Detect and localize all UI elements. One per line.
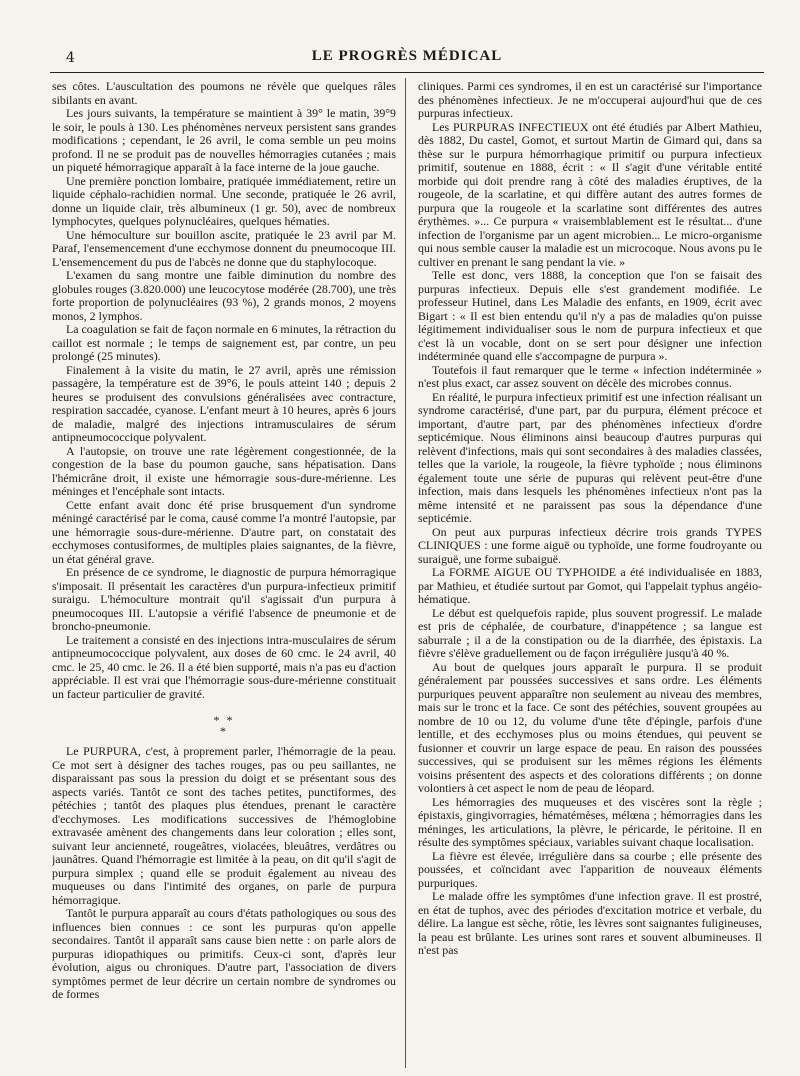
paragraph: Au bout de quelques jours apparaît le purpura. Il se produit généralement par poussées successives et sans ordre. Les éléments purpuriques peuvent apparaître non seulement au niveau des membres, mais sur le tronc et la face. Ce sont des pétéchies, souvent groupées au nombre de 10 ou 12, du volume d'une tête d'épingle, parfois d'une lentille, et des ecchymoses plus ou moins étendues, qui peuvent se fusionner et couvrir un large espace de peau. En raison des poussées successives, qui se produisent sur les mêmes régions les éléments voisins présentent des aspects et des colorations différents ; on donne volontiers à cet aspect le nom de peau de léopard.	[418, 659, 762, 795]
paragraph: En présence de ce syndrome, le diagnostic de purpura hémorragique s'imposait. Il présentait les caractères d'un purpura-infectieux primitif suraigu. L'hémoculture montrait qu'il s'agissait d'un purpura à pneumocoques III. L'autopsie a vérifié l'absence de pneumonie et de broncho-pneumonie.	[52, 565, 396, 633]
paragraph: Le malade offre les symptômes d'une infection grave. Il est prostré, en état de tuphos, avec des périodes d'excitation motrice et verbale, du délire. La langue est sèche, rôtie, les lèvres sont saignantes fuligineuses, la peau est brûlante. Les urines sont rares et souvent albumineuses. Il n'est pas	[418, 889, 762, 957]
column-divider	[405, 78, 406, 1068]
paragraph: Telle est donc, vers 1888, la conception que l'on se faisait des purpuras infectieux. Depuis elle s'est grandement modifiée. Le professeur Hutinel, dans Les Maladie des enfants, en 1909, écrit avec Bigart : « Il est bien entendu qu'il n'y a pas de maladies qu'on puisse légitimement individualiser sous le nom de purpura infectieux et que c'est là un vocable, dont on se sert pour désigner une infection indéterminée quand elle s'accompagne de purpura ».	[418, 268, 762, 363]
paragraph: Une première ponction lombaire, pratiquée immédiatement, retire un liquide céphalo-rachidien normal. Une seconde, pratiquée le 26 avril, donne un liquide clair, très albumineux (1 gr. 50), avec de nombreux lymphocytes, quelques polynucléaires, quelques hématies.	[52, 173, 396, 228]
paragraph: Tantôt le purpura apparaît au cours d'états pathologiques ou sous des influences bien connues : ce sont les purpuras qu'on appelle secondaires. Tantôt il apparaît sans cause bien nette : on parle alors de purpuras idiopathiques ou primitifs. Ceux-ci sont, d'après leur évolution, aigus ou chroniques. D'autre part, l'association de divers symptômes permet de leur décrire un certain nombre de syndromes ou de formes	[52, 906, 396, 1001]
paragraph: La fièvre est élevée, irrégulière dans sa courbe ; elle présente des poussées, et coïncidant avec l'apparition de nouveaux éléments purpuriques.	[418, 848, 762, 890]
paragraph: Le traitement a consisté en des injections intra-musculaires de sérum antipneumococcique polyvalent, aux doses de 60 cmc. le 24 avril, 40 cmc. le 25, 40 cmc. le 26. Il a été bien supporté, mais n'a pas eu d'action appréciable. Il est vrai que l'hémorragie sous-dure-mérienne constituait un facteur particulier de gravité.	[52, 632, 396, 701]
paragraph: Les PURPURAS INFECTIEUX ont été étudiés par Albert Mathieu, dès 1882, Du castel, Gomot, et surtout Martin de Gimard qui, dans sa thèse sur le purpura hémorrhagique primitif ou purpura infectieux primitif, soutenue en 1888, écrit : « Il s'agit d'une véritable entité morbide qui doit prendre rang à côté des maladies éruptives, de la rougeole, de la scarlatine, et qui diffère autant des autres formes de purpura que la rougeole et la scarlatine sont différentes des autres érythèmes. »... Ce purpura « vraisemblablement est le résultat... d'une infection de l'organisme par un agent microbien... Le micro-organisme qui nous semble causer la maladie est un microcoque. Nous avons pu le cultiver en prenant le sang pendant la vie. »	[418, 119, 762, 269]
paragraph: L'examen du sang montre une faible diminution du nombre des globules rouges (3.820.000) une leucocytose modérée (28.700), une très forte proportion de polynucléaires (93 %), 2 grands monos, 2 moyens monos, 2 lymphos.	[52, 268, 396, 323]
paragraph: Les jours suivants, la température se maintient à 39° le matin, 39°9 le soir, le pouls à 130. Les phénomènes nerveux persistent sans grandes modifications ; cependant, le 26 avril, le coma semble un peu moins profond. Il ne se produit pas de nouvelles hémorragies cutanées ; mais un piqueté hémorragique apparaît à la face interne de la joue gauche.	[52, 106, 396, 174]
paragraph: Les hémorragies des muqueuses et des viscères sont la règle ; épistaxis, gingivorragies, hématémèses, mélœna ; hémorragies dans les méninges, les articulations, la plèvre, le péricarde, le péritoine. Il en résulte des symptômes spéciaux, variables suivant chaque localisation.	[418, 794, 762, 849]
paragraph: En réalité, le purpura infectieux primitif est une infection réalisant un syndrome caractérisé, d'une part, par du purpura, élément précoce et important, d'autre part, par des phénomènes infectieux d'ordre septicémique. Nous éliminons ainsi beaucoup d'autres purpuras qui relèvent d'infections, mais qui sont secondaires à des maladies classées, telles que la variole, la rougeole, la fièvre typhoïde ; nous éliminons également toute une série de pupuras qui relèvent peut-être d'une infection, mais dans lesquels les phénomènes infectieux n'ont pas la même intensité et ne paraissent pas sous la dépendance d'une septicémie.	[418, 389, 762, 525]
paragraph: La coagulation se fait de façon normale en 6 minutes, la rétraction du caillot est normale ; le temps de saignement est, par contre, un peu prolongé (25 minutes).	[52, 322, 396, 363]
paragraph: A l'autopsie, on trouve une rate légèrement congestionnée, de la congestion de la base du poumon gauche, sans hépatisation. Dans l'hémicrâne droit, il existe une hémorragie sous-dure-mérienne. Les méninges et l'encéphale sont intacts.	[52, 443, 396, 498]
paragraph: On peut aux purpuras infectieux décrire trois grands TYPES CLINIQUES : une forme aiguë ou typhoïde, une forme foudroyante ou suraiguë, une forme subaiguë.	[418, 524, 762, 566]
paragraph: Finalement à la visite du matin, le 27 avril, après une rémission passagère, la température est de 39°6, le pouls atteint 140 ; depuis 2 heures se produisent des convulsions généralisées avec contracture, respiration saccadée, cyanose. L'enfant meurt à 10 heures, après 6 jours de maladie, malgré des injections intramusculaires de sérum antipneumococcique polyvalent.	[52, 362, 396, 444]
right-column	[418, 80, 762, 1065]
paragraph: Cette enfant avait donc été prise brusquement d'un syndrome méningé caractérisé par le coma, causé comme l'a montré l'autopsie, par une hémorragie sous-dure-mérienne. D'autre part, on constatait des ecchymoses contusiformes, de multiples plaies saignantes, de la fièvre, un état général grave.	[52, 497, 396, 566]
journal-title: LE PROGRÈS MÉDICAL	[311, 48, 503, 64]
paragraph: cliniques. Parmi ces syndromes, il en est un caractérisé sur l'importance des phénomènes infectieux. Je ne m'occuperai aujourd'hui que de ces purpuras infectieux.	[418, 80, 762, 120]
paragraph: ses côtes. L'auscultation des poumons ne révèle que quelques râles sibilants en avant.	[52, 80, 396, 107]
paragraph: Une hémoculture sur bouillon ascite, pratiquée le 23 avril par M. Paraf, l'ensemencement d'une ecchymose donnent du pneumocoque III. L'ensemencement du pus de l'abcès ne donne que du staphylocoque.	[52, 227, 396, 269]
section-asterism: * * *	[213, 713, 235, 738]
paragraph: La FORME AIGUE OU TYPHOIDE a été individualisée en 1883, par Mathieu, et étudiée surtout par Gomot, qui l'appelait typhus angéio-hématique.	[418, 565, 762, 606]
paragraph: Le PURPURA, c'est, à proprement parler, l'hémorragie de la peau. Ce mot sert à désigner des taches rouges, pas ou peu saillantes, ne disparaissant pas sous la pression du doigt et se présentant sous des aspects variés. Tantôt ce sont des taches petites, punctiformes, des pétéchies ; tantôt des plaques plus étendues, prenant le caractère d'ecchymoses. Les modifications successives de l'hémoglobine extravasée amènent des changements dans leur coloration ; elles sont, suivant leur ancienneté, rougeâtres, violacées, bleuâtres, verdâtres ou jaunâtres. Quand l'hémorragie est limitée à la peau, on dit qu'il s'agit de purpura simplex ; quand elle se produit également au niveau des muqueuses ou dans l'intimité des organes, on parle de purpura hémorragique.	[52, 744, 396, 907]
left-column	[52, 80, 396, 1065]
paragraph: Toutefois il faut remarquer que le terme « infection indéterminée » n'est plus exact, car assez souvent on décèle des microbes connus.	[418, 362, 762, 390]
paragraph: Le début est quelquefois rapide, plus souvent progressif. Le malade est pris de céphalée, de courbature, d'inappétence ; sa langue est saburrale ; il a de la constipation ou de la diarrhée, des épistaxis. La fièvre s'élève graduellement ou de façon irrégulière jusqu'à 40 %.	[418, 605, 762, 660]
page-number: 4	[66, 50, 75, 66]
running-header	[50, 48, 764, 73]
